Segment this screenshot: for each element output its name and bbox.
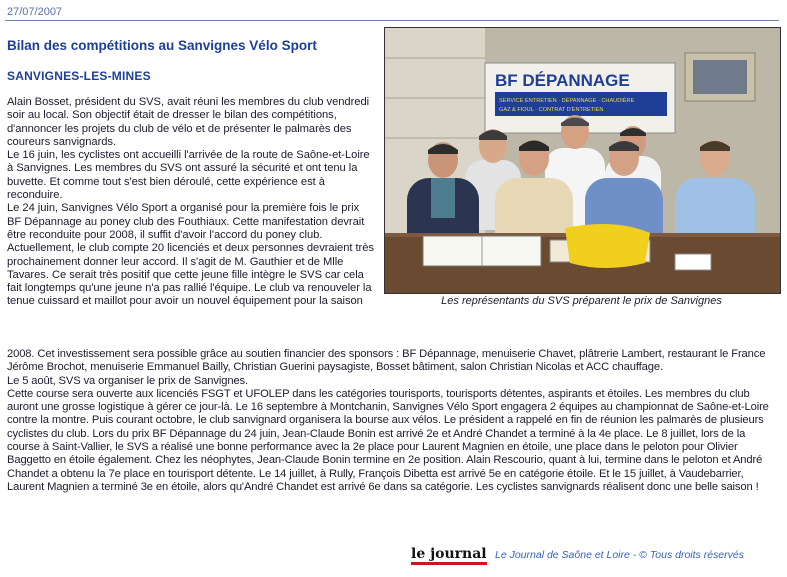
article-full-width-text xyxy=(7,348,777,494)
sign-title: BF DÉPANNAGE xyxy=(495,71,630,90)
newspaper-logo: le journal xyxy=(411,547,487,565)
sign-line-2: GAZ & FIOUL · CONTRAT D'ENTRETIEN xyxy=(499,107,604,113)
paragraph-june-16: Le 16 juin, les cyclistes ont accueilli l'arrivée de la route de Saône-et-Loire à Sanvignes. Les membres du SVS ont assuré la sécurité et ont tenu la buvette. Et comme tout s'est bien déroulé, cette expérience est à reconduire. xyxy=(7,149,370,202)
header-divider xyxy=(5,20,779,21)
paragraph-june-24: Le 24 juin, Sanvignes Vélo Sport a organisé pour la première fois le prix BF Dépannage au poney club des Fouthiaux. Cette manifestation devrait être reconduite pour 2008, il suffit d'avoir l'accord du poney club. xyxy=(7,202,365,241)
paragraph-sponsors: 2008. Cet investissement sera possible grâce au soutien financier des sponsors : BF Dépannage, menuiserie Chavet, plâtrerie Lambert, restaurant le France Jérôme Brochot, menuiserie Emmanuel Bailly, Christian Guerini paysagiste, Bosset bâtiment, salon Christian Nicolas et ACC chauffage. xyxy=(7,348,766,374)
photo-caption: Les représentants du SVS préparent le prix de Sanvignes xyxy=(441,295,722,307)
article-title: Bilan des compétitions au Sanvignes Vélo Sport xyxy=(7,38,317,53)
publication-date: 27/07/2007 xyxy=(7,6,63,18)
copyright-credit: Le Journal de Saône et Loire - © Tous droits réservés xyxy=(495,549,744,561)
paragraph-meeting: Alain Bosset, président du SVS, avait réuni les membres du club vendredi soir au local. Son objectif était de dresser le bilan des compétitions, d'annoncer les projets du club de vélo et de présenter le palmarès des coureurs sanvignards. xyxy=(7,96,370,148)
sign-line-1: SERVICE ENTRETIEN · DÉPANNAGE · CHAUDIÈRE xyxy=(499,98,635,104)
article-location: SANVIGNES-LES-MINES xyxy=(7,69,151,83)
paragraph-results: Cette course sera ouverte aux licenciés FSGT et UFOLEP dans les catégories tourisports, tourisports détentes, aspirants et étoiles. Les membres du club auront une grosse logistique à gérer ce jour-là. Le 16 septembre à Montchanin, Sanvignes Vélo Sport engagera 2 équipes au championnat de Saône-et-Loire contre la montre. Puis courant octobre, le club sanvignard organisera la bourse aux vélos. Le président a rappelé en fin de réunion les palmarès de plusieurs cyclistes du club. Lors du prix BF Dépannage du 24 juin, Jean-Claude Bonin est arrivé 2e et André Chandet a terminé à la 4e place. Le 8 juillet, lors de la course à Saint-Vallier, le SVS a réalisé une bonne performance avec la 2e place pour Laurent Magnien en étoile, une place dans le peloton pour Olivier Baggetto en étoile également. Chez les néophytes, Jean-Claude Bonin termine en 2e position. Alain Rescourio, quant à lui, termine dans le peloton et André Chandet a obtenu la 7e place en tourisport détente. Le 14 juillet, à Rully, François Dibetta est arrivé 5e en catégorie étoile. Et le 15 juillet, à Vaudebarrier, Laurent Magnien a terminé 3e en étoile, alors qu'André Chandet est arrivé 6e dans sa catégorie. Les cyclistes sanvignards réalisent donc une belle saison ! xyxy=(7,387,769,493)
article-photo xyxy=(384,27,781,294)
paragraph-members: Actuellement, le club compte 20 licenciés et deux personnes devraient très prochainement donner leur accord. Il s'agit de M. Gauthier et de Mlle Tavares. Ce serait très positif que cette jeune fille intègre le SVS car cela fait longtemps qu'une jeune n'a pas rallié l'équipe. Le club va renouveler la tenue cuissard et maillot pour avoir un nouvel équipement pour la saison xyxy=(7,242,374,308)
paragraph-august-5: Le 5 août, SVS va organiser le prix de Sanvignes. xyxy=(7,374,249,387)
article-column-text xyxy=(7,96,375,309)
